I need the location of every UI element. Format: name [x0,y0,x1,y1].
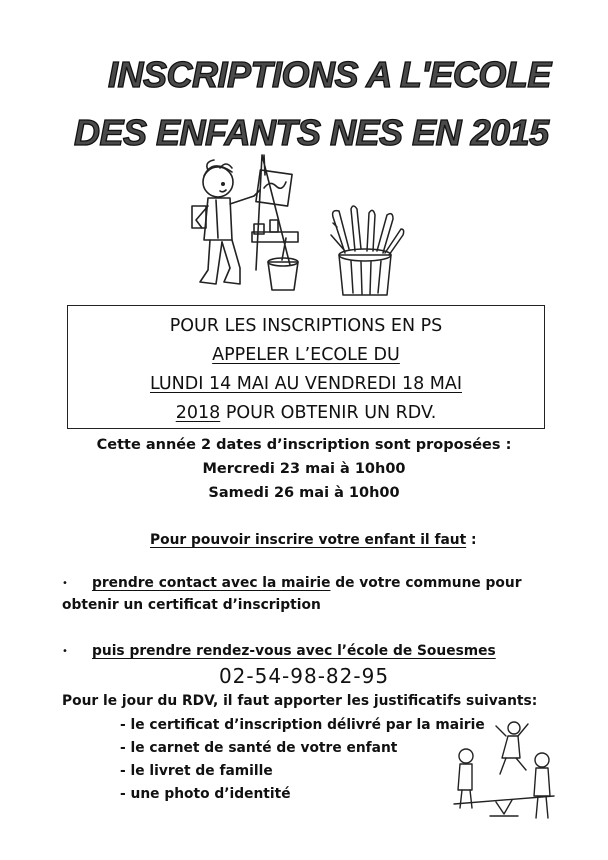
child-painting-illustration [190,150,310,300]
date-saturday: Samedi 26 mai à 10h00 [208,485,400,501]
mairie-contact-text: prendre contact avec la mairie [92,575,331,591]
phone-number: 02-54-98-82-95 [218,664,390,688]
requirements-heading-colon: : [466,532,477,548]
title-line-1: INSCRIPTIONS A L'ECOLE [108,54,551,95]
bullet-1: • [62,578,68,589]
requirements-heading [150,532,477,548]
document-item-4: - une photo d’identité [120,786,291,802]
school-appointment-text: puis prendre rendez-vous avec l’école de Souesmes [92,643,496,659]
box-line-4-year: 2018 [175,403,221,423]
document-item-2: - le carnet de santé de votre enfant [120,740,398,756]
box-line-4 [68,403,544,423]
call-school-box [67,305,545,429]
dates-intro: Cette année 2 dates d’inscription sont proposées : [96,437,512,453]
bullet-2: • [62,646,68,657]
brush-pot-illustration [325,205,405,300]
title-line-2: DES ENFANTS NES EN 2015 [74,112,549,153]
documents-intro: Pour le jour du RDV, il faut apporter les justificatifs suivants: [62,693,538,709]
box-line-4-rest: POUR OBTENIR UN RDV. [220,403,437,423]
document-item-1: - le certificat d’inscription délivré par la mairie [120,717,485,733]
children-seesaw-illustration [450,718,560,828]
box-line-1: POUR LES INSCRIPTIONS EN PS [169,316,443,336]
box-line-3: LUNDI 14 MAI AU VENDREDI 18 MAI [149,374,463,394]
requirement-item-1-line-2: obtenir un certificat d’inscription [62,597,321,613]
requirements-heading-text: Pour pouvoir inscrire votre enfant il faut [150,532,467,548]
date-wednesday: Mercredi 23 mai à 10h00 [202,461,406,477]
document-item-3: - le livret de famille [120,763,273,779]
box-line-2: APPELER L’ECOLE DU [212,345,400,365]
requirement-item-1-rest: de votre commune pour [330,575,522,591]
requirement-item-1 [92,575,522,591]
